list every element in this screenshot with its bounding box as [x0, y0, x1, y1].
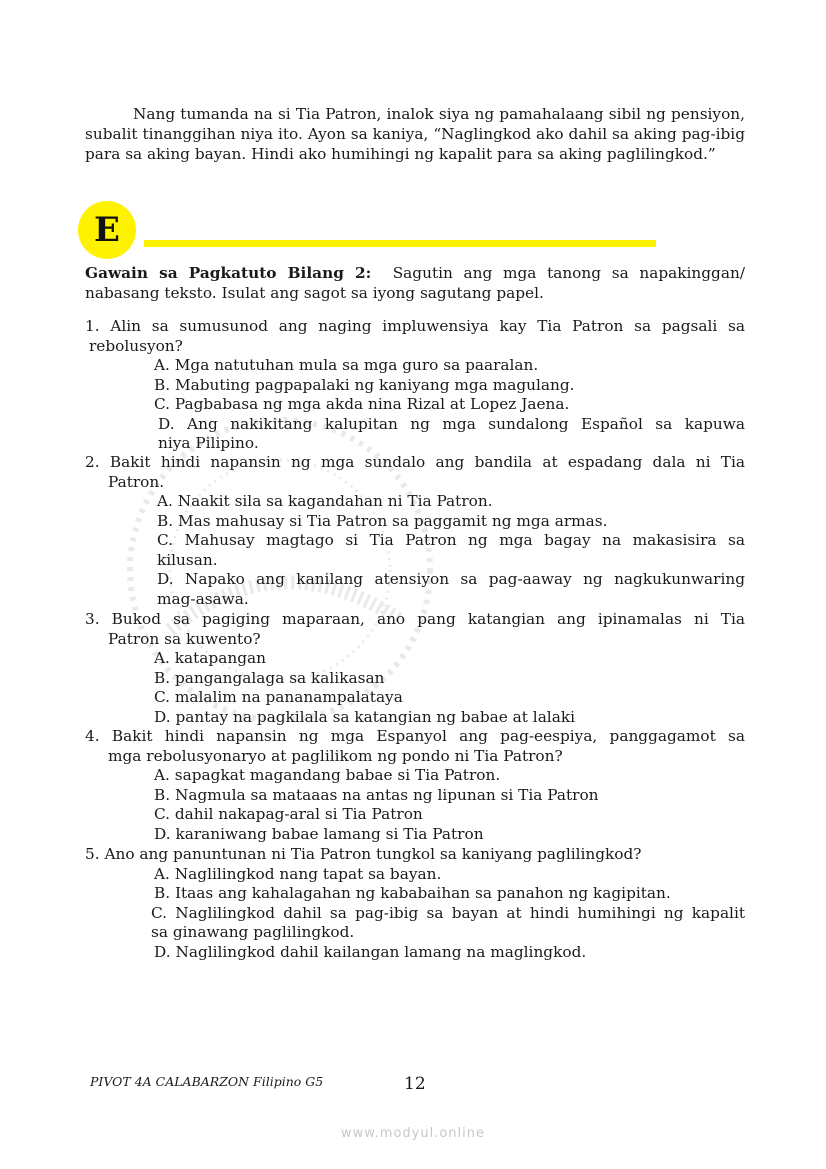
question-2-choice-C: C. Mahusay magtago si Tia Patron ng mga bagay na makasisira sa: [157, 531, 745, 549]
question-3-choice-C: C. malalim na pananampalataya: [154, 688, 403, 706]
question-4-choice-C: C. dahil nakapag-aral si Tia Patron: [154, 805, 423, 823]
question-2-line: 2. Bakit hindi napansin ng mga sundalo ang bandila at espadang dala ni Tia: [85, 453, 745, 471]
question-4-line: mga rebolusyonaryo at paglilikom ng pondo ni Tia Patron?: [108, 746, 563, 765]
question-1-choice-C: C. Pagbabasa ng mga akda nina Rizal at Lopez Jaena.: [154, 395, 570, 413]
section-letter: E: [94, 210, 120, 250]
question-4-line: 4. Bakit hindi napansin ng mga Espanyol ang pag-eespiya, panggagamot sa: [85, 727, 745, 745]
question-1-choice-B: B. Mabuting pagpapalaki ng kaniyang mga magulang.: [154, 375, 575, 394]
question-5-choice-C: sa ginawang paglilingkod.: [151, 923, 355, 941]
question-2-choice-C: kilusan.: [157, 550, 218, 569]
question-4-choice-B: B. Nagmula sa mataaas na antas ng lipunan si Tia Patron: [154, 785, 599, 804]
question-3-line: Patron sa kuwento?: [108, 629, 261, 648]
question-5-choice-C: C. Naglilingkod dahil sa pag-ibig sa bayan at hindi humihingi ng kapalit: [151, 903, 745, 922]
question-4-choice-A: A. sapagkat magandang babae si Tia Patron.: [154, 766, 501, 784]
question-4-choice-D: D. karaniwang babae lamang si Tia Patron: [154, 824, 484, 843]
story-paragraph: Nang tumanda na si Tia Patron, inalok siya ng pamahalaang sibil ng pensiyon, subalit tinanggihan niya ito. Ayon sa kaniya, “Naglingkod ako dahil sa aking pag-ibig para sa aking bayan. Hindi ako humihingi ng kapalit para sa aking paglilingkod.”: [85, 105, 745, 163]
question-1-choice-D: D. Ang nakikitang kalupitan ng mga sundalong Español sa kapuwa: [158, 414, 745, 433]
question-5-choice-B: B. Itaas ang kahalagahan ng kababaihan sa panahon ng kagipitan.: [154, 884, 671, 902]
question-3-choice-A: A. katapangan: [154, 649, 266, 667]
question-1-choice-A: A. Mga natutuhan mula sa mga guro sa paaralan.: [154, 356, 539, 374]
question-3-choice-D: D. pantay na pagkilala sa katangian ng babae at lalaki: [154, 707, 575, 726]
page-number: 12: [404, 1074, 426, 1094]
question-2-choice-D: D. Napako ang kanilang atensiyon sa pag-aaway ng nagkukunwaring: [157, 570, 745, 588]
section-divider-bar: [144, 240, 656, 247]
section-badge: [78, 201, 136, 259]
question-1-line: 1. Alin sa sumusunod ang naging impluwensiya kay Tia Patron sa pagsali sa: [85, 317, 745, 335]
question-3-line: 3. Bukod sa pagiging maparaan, ano pang katangian ang ipinamalas ni Tia: [85, 610, 745, 628]
activity-text: Sagutin ang mga tanong sa napakinggan/ nabasang teksto. Isulat ang sagot sa iyong sagutang papel.: [85, 264, 745, 302]
question-5-choice-D: D. Naglilingkod dahil kailangan lamang na maglingkod.: [154, 942, 587, 961]
footer-series: PIVOT 4A CALABARZON Filipino G5: [90, 1074, 324, 1089]
activity-title: Gawain sa Pagkatuto Bilang 2:: [85, 264, 372, 282]
question-1-line: rebolusyon?: [89, 336, 183, 355]
question-2-choice-B: B. Mas mahusay si Tia Patron sa paggamit ng mga armas.: [157, 511, 608, 530]
question-2-choice-D: mag-asawa.: [157, 589, 249, 608]
question-3-choice-B: B. pangangalaga sa kalikasan: [154, 668, 385, 687]
question-5-choice-A: A. Naglilingkod nang tapat sa bayan.: [154, 864, 442, 883]
question-5-line: 5. Ano ang panuntunan ni Tia Patron tungkol sa kaniyang paglilingkod?: [85, 845, 642, 863]
question-2-line: Patron.: [108, 472, 165, 491]
activity-instruction: [85, 263, 745, 303]
site-watermark: www.modyul.online: [340, 1126, 486, 1141]
question-1-choice-D: niya Pilipino.: [158, 434, 259, 452]
question-2-choice-A: A. Naakit sila sa kagandahan ni Tia Patron.: [157, 492, 493, 510]
